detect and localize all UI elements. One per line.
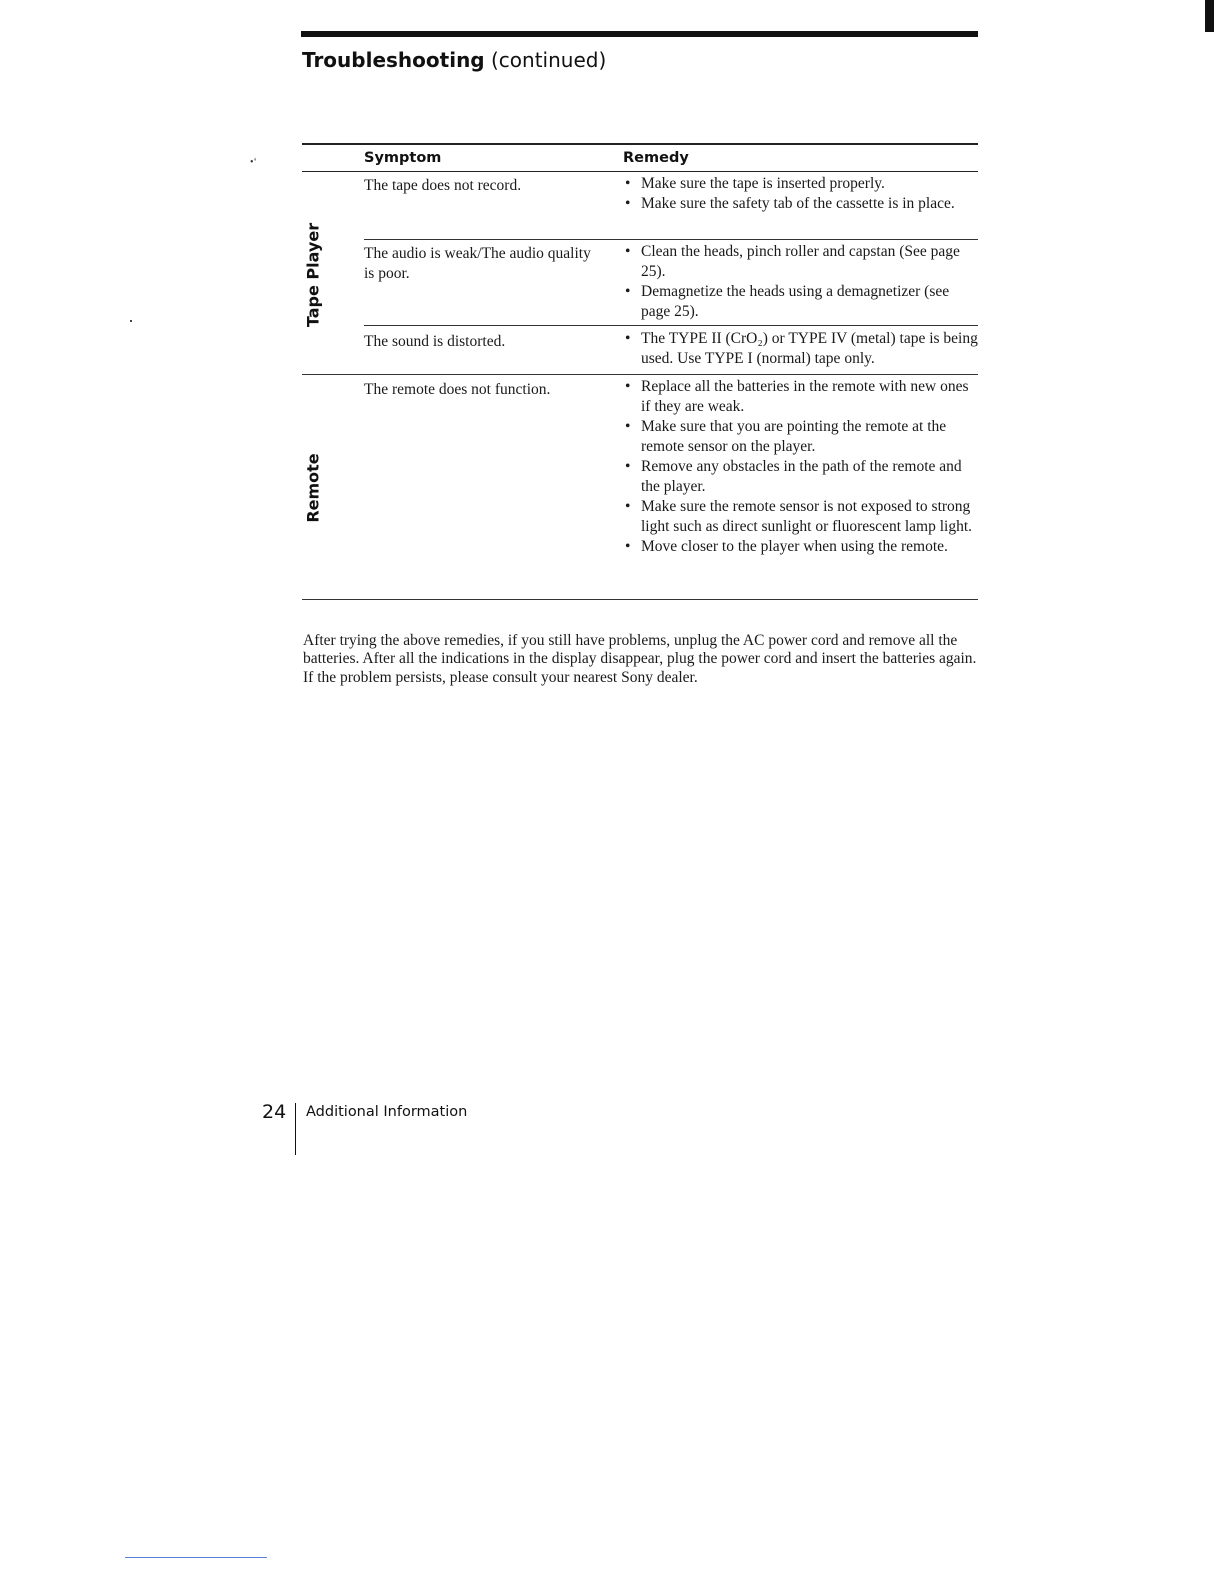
remedy-item: • Move closer to the player when using the remote.	[623, 537, 979, 557]
remedy-item: • Replace all the batteries in the remote with new ones if they are weak.	[623, 377, 979, 417]
column-header-remedy: Remedy	[623, 150, 689, 166]
page-title-suffix: (continued)	[490, 48, 607, 72]
remedy-list-no-record	[623, 174, 979, 214]
remedy-item: • Make sure the tape is inserted properly.	[623, 174, 979, 194]
symptom-no-record: The tape does not record.	[364, 177, 522, 194]
remedy-item: • Remove any obstacles in the path of the remote and the player.	[623, 457, 979, 497]
table-bottom-rule	[302, 599, 978, 600]
remedy-item: • Demagnetize the heads using a demagnetizer (see page 25).	[623, 282, 979, 322]
remedy-item: • Make sure the safety tab of the cassette is in place.	[623, 194, 979, 214]
remedy-item: • Make sure that you are pointing the remote at the remote sensor on the player.	[623, 417, 979, 457]
troubleshooting-footnote: After trying the above remedies, if you still have problems, unplug the AC power cord and remove all the batteries. After all the indications in the display disappear, plug the power cord and insert the batteries again. If the problem persists, please consult your nearest Sony dealer.	[303, 631, 977, 686]
remedy-list-remote	[623, 377, 979, 557]
section-label-tape-player: Tape Player	[303, 222, 323, 328]
remedy-item: • The TYPE II (CrO₂) or TYPE IV (metal) tape is being used. Use TYPE I (normal) tape only.	[623, 329, 979, 369]
table-top-rule	[302, 143, 978, 145]
header-rule	[301, 31, 978, 37]
footer-divider	[295, 1103, 296, 1155]
remedy-item: • Clean the heads, pinch roller and capstan (See page 25).	[623, 242, 979, 282]
symptom-remote: The remote does not function.	[364, 381, 551, 398]
scan-dot	[130, 320, 132, 322]
scan-artifact: •ʻ	[250, 157, 257, 168]
row-divider	[364, 325, 978, 326]
remedy-list-distorted	[623, 329, 979, 369]
page-title	[302, 46, 606, 74]
table-header-rule	[302, 171, 978, 172]
symptom-weak-audio: The audio is weak/The audio quality is poor.	[364, 245, 591, 282]
symptom-distorted: The sound is distorted.	[364, 333, 506, 350]
footer-section-name: Additional Information	[306, 1104, 468, 1120]
scan-edge-line	[125, 1557, 267, 1558]
page-number: 24	[262, 1101, 287, 1123]
section-label-remote: Remote	[303, 453, 323, 523]
page-title-main: Troubleshooting	[302, 48, 485, 72]
section-divider	[302, 374, 978, 375]
column-header-symptom: Symptom	[364, 150, 442, 166]
row-divider	[364, 239, 978, 240]
remedy-list-weak-audio	[623, 242, 979, 322]
remedy-item: • Make sure the remote sensor is not exposed to strong light such as direct sunlight or fluorescent lamp light.	[623, 497, 979, 537]
edge-index-tab	[1205, 0, 1214, 32]
